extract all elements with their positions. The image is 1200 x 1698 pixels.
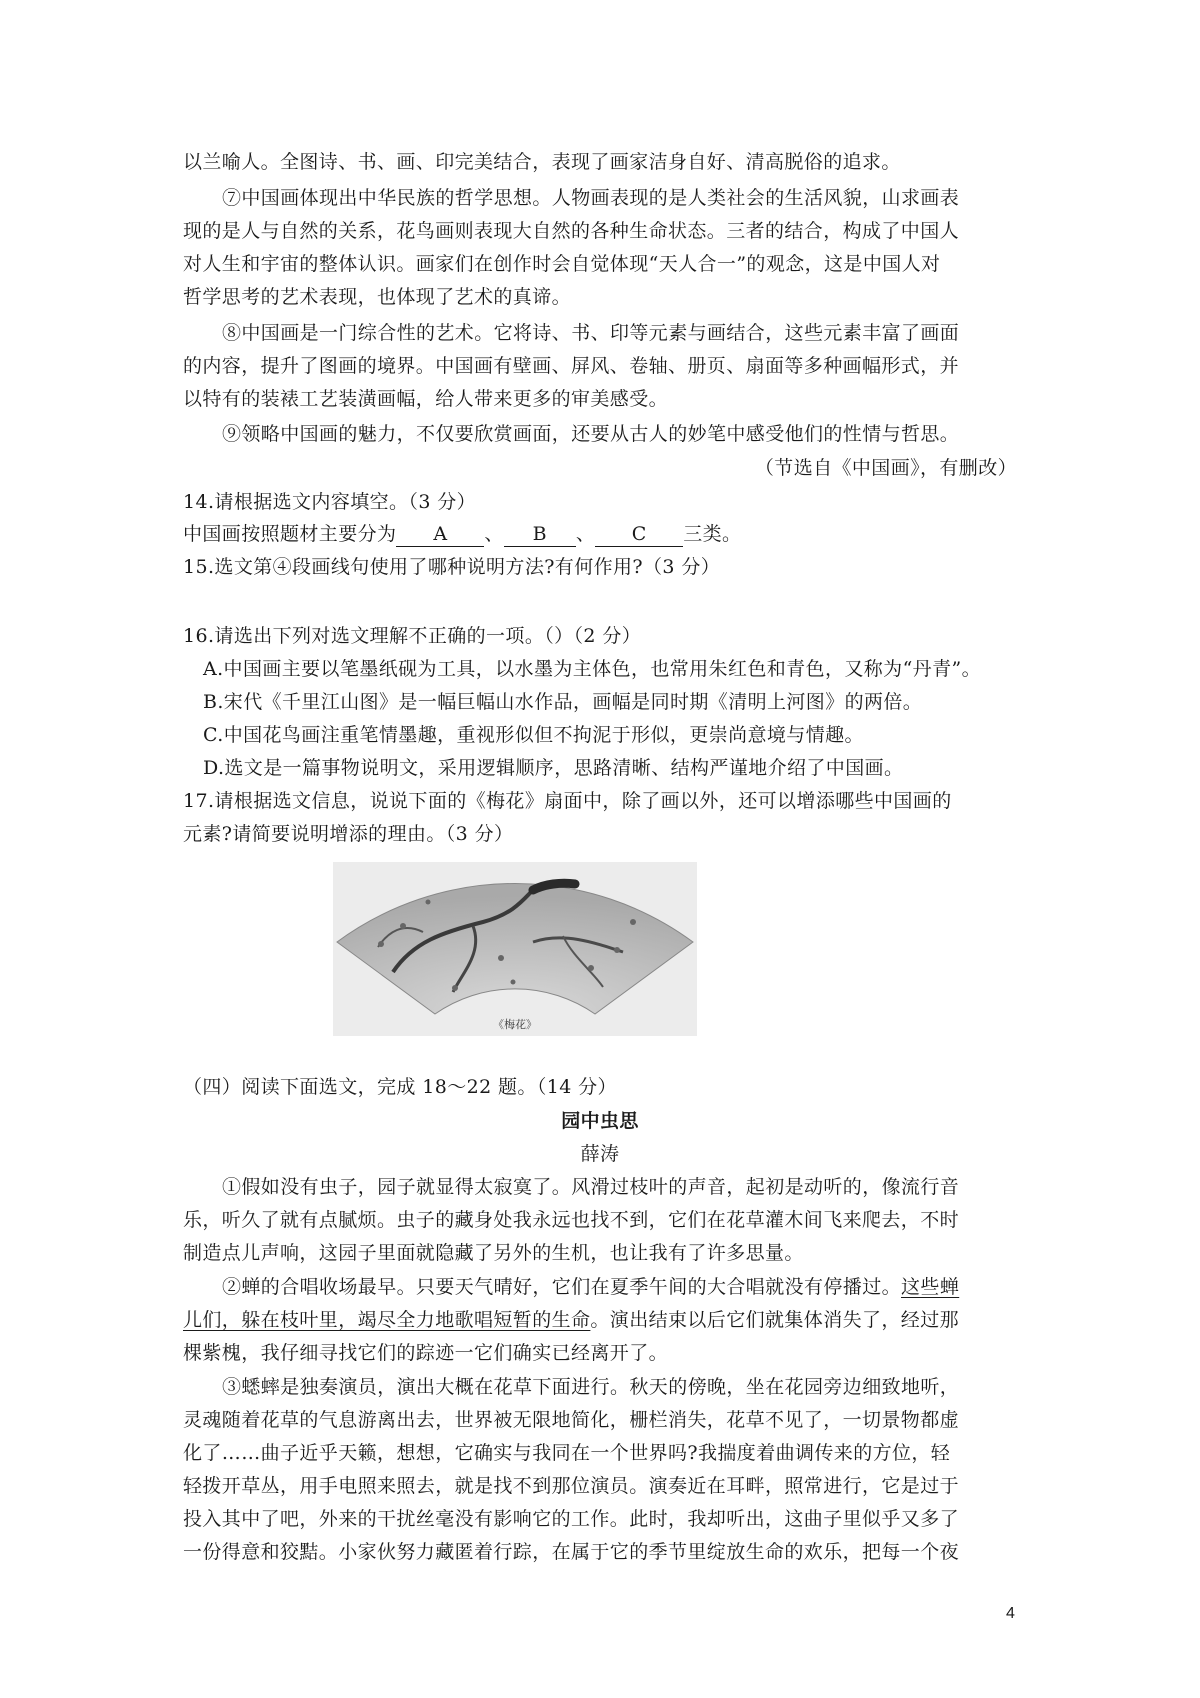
question-16-title: 16.请选出下列对选文理解不正确的一项。（）（2 分） [183,625,642,647]
text-line: 以兰喻人。全图诗、书、画、印完美结合，表现了画家洁身自好、清高脱俗的追求。 [183,151,901,173]
figure-caption: 《梅花》 [493,1018,537,1031]
text-run: 。演出结束以后它们就集体消失了，经过那 [590,1309,960,1331]
option-c: C.中国花鸟画注重笔情墨趣，重视形似但不拘泥于形似，更崇尚意境与情趣。 [203,724,864,746]
paragraph-9-line: ⑨领略中国画的魅力，不仅要欣赏画面，还要从古人的妙笔中感受他们的性情与哲思。 [222,423,960,445]
paragraph-1-line: ①假如没有虫子，园子就显得太寂寞了。风滑过枝叶的声音，起初是动听的，像流行音 [222,1176,960,1198]
answer-blank-b[interactable]: B [504,522,576,547]
question-14-fill [183,518,741,550]
option-b: B.宋代《千里江山图》是一幅巨幅山水作品，画幅是同时期《清明上河图》的两倍。 [203,691,923,713]
paragraph-3-line: ③蟋蟀是独奏演员，演出大概在花草下面进行。秋天的傍晚，坐在花园旁边细致地听， [222,1376,960,1398]
source-note: （节选自《中国画》，有删改） [754,457,1017,479]
paragraph-2-line: 棵紫槐，我仔细寻找它们的踪迹一它们确实已经离开了。 [183,1342,669,1364]
article-author: 薛涛 [580,1143,620,1165]
paragraph-3-line: 灵魂随着花草的气息游离出去，世界被无限地简化，栅栏消失，花草不见了，一切景物都虚 [183,1409,960,1431]
paragraph-8-line: ⑧中国画是一门综合性的艺术。它将诗、书、印等元素与画结合，这些元素丰富了画面 [222,322,960,344]
paragraph-7-line: ⑦中国画体现出中华民族的哲学思想。人物画表现的是人类社会的生活风貌，山求画表 [222,187,960,209]
underlined-sentence: 儿们，躲在枝叶里，竭尽全力地歌唱短暂的生命 [183,1309,591,1331]
paragraph-8-line: 的内容，提升了图画的境界。中国画有壁画、屏风、卷轴、册页、扇面等多种画幅形式，并 [183,355,960,377]
paragraph-3-line: 化了……曲子近乎天籁，想想，它确实与我同在一个世界吗?我揣度着曲调传来的方位，轻 [183,1442,951,1464]
question-14-title: 14.请根据选文内容填空。（3 分） [183,491,477,513]
article-title: 园中虫思 [561,1110,639,1132]
paragraph-7-line: 哲学思考的艺术表现，也体现了艺术的真谛。 [183,286,572,308]
page-number: 4 [1006,1605,1015,1622]
fill-suffix: 三类。 [683,523,742,545]
question-17-line: 17.请根据选文信息，说说下面的《梅花》扇面中，除了画以外，还可以增添哪些中国画的 [183,790,952,812]
paragraph-1-line: 乐，听久了就有点腻烦。虫子的藏身处我永远也找不到，它们在花草灌木间飞来爬去，不时 [183,1209,960,1231]
fill-prefix: 中国画按照题材主要分为 [183,523,397,545]
option-a: A.中国画主要以笔墨纸砚为工具，以水墨为主体色，也常用朱红色和青色，又称为“丹青”。 [203,658,981,680]
underlined-sentence: 这些蝉 [901,1276,960,1298]
paragraph-1-line: 制造点儿声响，这园子里面就隐藏了另外的生机，也让我有了许多思量。 [183,1242,804,1264]
section-4-heading: （四）阅读下面选文，完成 18～22 题。（14 分） [183,1076,617,1098]
paragraph-7-line: 对人生和宇宙的整体认识。画家们在创作时会自觉体现“天人合一”的观念，这是中国人对 [183,253,941,275]
paragraph-7-line: 现的是人与自然的关系，花鸟画则表现大自然的各种生命状态。三者的结合，构成了中国人 [183,220,960,242]
option-d: D.选文是一篇事物说明文，采用逻辑顺序，思路清晰、结构严谨地介绍了中国画。 [203,757,904,779]
paragraph-8-line: 以特有的装裱工艺装潢画幅，给人带来更多的审美感受。 [183,388,669,410]
answer-blank-a[interactable]: A [396,522,484,547]
paragraph-3-line: 一份得意和狡黠。小家伙努力藏匿着行踪，在属于它的季节里绽放生命的欢乐，把每一个夜 [183,1541,960,1563]
text-run: ②蝉的合唱收场最早。只要天气晴好，它们在夏季午间的大合唱就没有停播过。 [222,1276,902,1298]
paragraph-3-line: 轻拨开草丛，用手电照来照去，就是找不到那位演员。演奏近在耳畔，照常进行，它是过于 [183,1475,960,1497]
answer-blank-c[interactable]: C [595,522,683,547]
fan-painting-svg [333,862,697,1036]
separator: 、 [484,523,504,545]
paragraph-3-line: 投入其中了吧，外来的干扰丝毫没有影响它的工作。此时，我却听出，这曲子里似乎又多了 [183,1508,960,1530]
plum-blossom-fan-painting-icon [333,862,697,1036]
paragraph-2-line [183,1304,959,1336]
question-17-line: 元素?请简要说明增添的理由。（3 分） [183,823,514,845]
paragraph-2-line [222,1271,959,1303]
separator: 、 [575,523,596,545]
question-15: 15.选文第④段画线句使用了哪种说明方法?有何作用?（3 分） [183,556,721,578]
